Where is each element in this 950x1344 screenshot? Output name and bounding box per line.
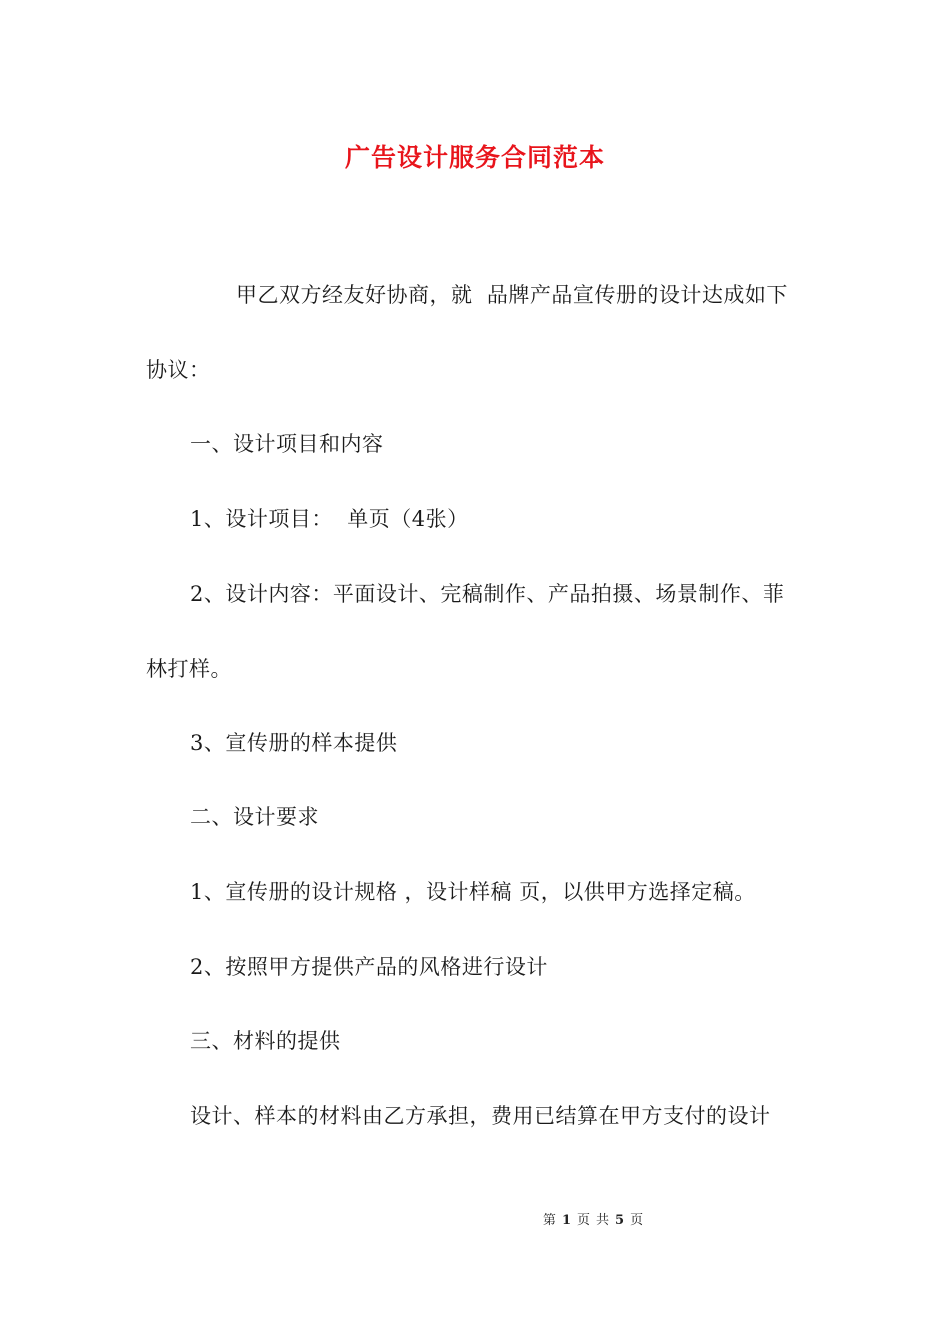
- paragraph-line: 协议：: [146, 358, 211, 382]
- paragraph-line: 1、设计项目： 单页（4张）: [190, 507, 469, 531]
- section-heading: 三、材料的提供: [190, 1029, 341, 1053]
- footer-total-prefix: 共: [596, 1213, 610, 1228]
- document-title: 广告设计服务合同范本: [344, 143, 605, 172]
- section-heading: 二、设计要求: [190, 805, 319, 829]
- paragraph-line: 1、宣传册的设计规格 ，设计样稿 页，以供甲方选择定稿。: [190, 880, 756, 904]
- footer-total-pages: 5: [615, 1213, 625, 1228]
- paragraph-line: 2、设计内容：平面设计、完稿制作、产品拍摄、场景制作、菲: [190, 582, 785, 606]
- footer-page-word: 页: [576, 1213, 590, 1228]
- page-footer: [0, 1209, 950, 1228]
- paragraph-line: 2、按照甲方提供产品的风格进行设计: [190, 955, 548, 979]
- paragraph-line: 甲乙双方经友好协商，就 品牌产品宣传册的设计达成如下: [236, 283, 788, 307]
- paragraph-line: 设计、样本的材料由乙方承担，费用已结算在甲方支付的设计: [190, 1104, 771, 1128]
- footer-current-page: 1: [561, 1213, 571, 1228]
- footer-suffix: 页: [630, 1213, 644, 1228]
- paragraph-line: 3、宣传册的样本提供: [190, 731, 398, 755]
- paragraph-line: 林打样。: [146, 657, 232, 681]
- footer-prefix: 第: [542, 1213, 556, 1228]
- section-heading: 一、设计项目和内容: [190, 432, 384, 456]
